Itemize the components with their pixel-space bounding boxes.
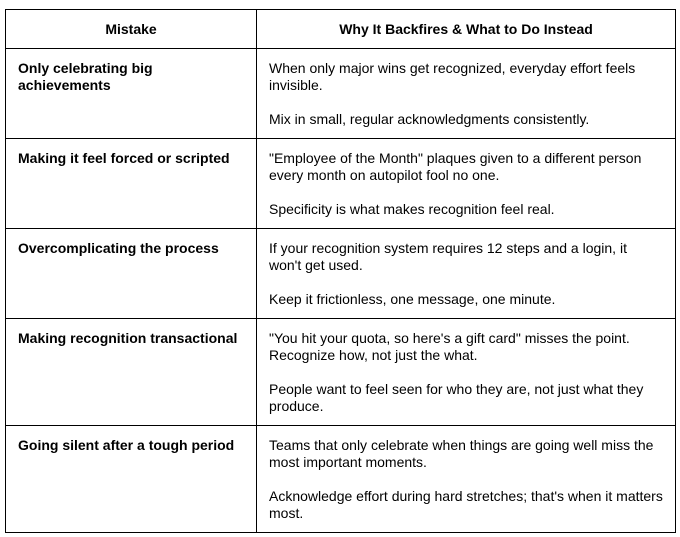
header-mistake: Mistake xyxy=(6,10,257,49)
mistake-cell: Overcomplicating the process xyxy=(6,229,257,319)
mistakes-table xyxy=(5,9,676,533)
instead-text: People want to feel seen for who they are, not just what they produce. xyxy=(269,381,644,414)
why-text: If your recognition system requires 12 steps and a login, it won't get used. xyxy=(269,240,627,273)
instead-text: Mix in small, regular acknowledgments consistently. xyxy=(269,111,590,127)
mistake-cell: Making it feel forced or scripted xyxy=(6,139,257,229)
why-text: When only major wins get recognized, everyday effort feels invisible. xyxy=(269,60,636,93)
mistake-cell: Making recognition transactional xyxy=(6,319,257,426)
header-row xyxy=(6,10,676,49)
why-cell xyxy=(257,49,676,139)
table-row xyxy=(6,139,676,229)
why-cell xyxy=(257,229,676,319)
why-cell xyxy=(257,426,676,533)
mistake-cell: Only celebrating big achievements xyxy=(6,49,257,139)
mistake-cell: Going silent after a tough period xyxy=(6,426,257,533)
why-text: "You hit your quota, so here's a gift card" misses the point. Recognize how, not just the what. xyxy=(269,330,630,363)
table-row xyxy=(6,49,676,139)
table-row xyxy=(6,426,676,533)
table-row xyxy=(6,319,676,426)
header-why: Why It Backfires & What to Do Instead xyxy=(257,10,676,49)
why-cell xyxy=(257,319,676,426)
instead-text: Specificity is what makes recognition feel real. xyxy=(269,201,555,217)
instead-text: Keep it frictionless, one message, one minute. xyxy=(269,291,556,307)
why-text: "Employee of the Month" plaques given to a different person every month on autopilot fool no one. xyxy=(269,150,642,183)
table-row xyxy=(6,229,676,319)
why-cell xyxy=(257,139,676,229)
why-text: Teams that only celebrate when things are going well miss the most important moments. xyxy=(269,437,654,470)
instead-text: Acknowledge effort during hard stretches; that's when it matters most. xyxy=(269,488,663,521)
